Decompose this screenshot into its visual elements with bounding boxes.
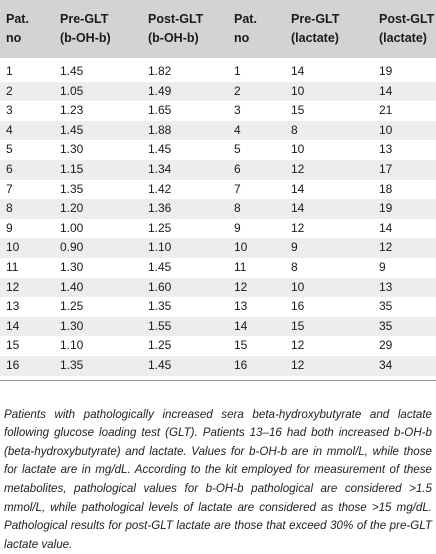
cell-patient-no-2: 12: [234, 279, 248, 294]
cell-patient-no: 4: [6, 122, 13, 137]
header-line: no: [6, 31, 22, 45]
cell-pre-glt-bohb: 1.10: [60, 338, 84, 353]
cell-pre-glt-bohb: 1.45: [60, 64, 84, 78]
cell-pre-glt-lactate: 12: [291, 358, 305, 372]
header-line: no: [234, 31, 250, 45]
header-line: Pre-GLT: [60, 12, 109, 26]
cell-post-glt-bohb: 1.65: [148, 103, 172, 118]
header-pre-glt-bohb: [60, 10, 111, 48]
cell-post-glt-bohb: 1.42: [148, 181, 172, 196]
cell-patient-no-2: 7: [234, 181, 241, 196]
header-post-glt-lactate: [379, 10, 434, 48]
header-patient-no: [6, 10, 29, 48]
cell-pre-glt-lactate: 12: [291, 220, 305, 235]
cell-patient-no: 2: [6, 83, 13, 98]
cell-post-glt-bohb: 1.25: [148, 220, 172, 235]
cell-post-glt-bohb: 1.55: [148, 318, 172, 333]
cell-pre-glt-lactate: 16: [291, 299, 305, 314]
cell-post-glt-bohb: 1.34: [148, 162, 172, 176]
table-row: [0, 180, 436, 200]
cell-post-glt-bohb: 1.45: [148, 358, 172, 372]
cell-post-glt-lactate: 13: [379, 142, 393, 157]
table-row: [0, 160, 436, 180]
cell-pre-glt-lactate: 15: [291, 103, 305, 118]
cell-pre-glt-bohb: 1.05: [60, 83, 84, 98]
cell-pre-glt-bohb: 1.35: [60, 181, 84, 196]
cell-pre-glt-lactate: 14: [291, 181, 305, 196]
cell-post-glt-bohb: 1.45: [148, 260, 172, 274]
cell-pre-glt-bohb: 1.45: [60, 122, 84, 137]
cell-pre-glt-bohb: 0.90: [60, 240, 84, 255]
header-post-glt-bohb: [148, 10, 203, 48]
cell-post-glt-bohb: 1.82: [148, 64, 172, 78]
table-body: [0, 58, 436, 380]
cell-post-glt-lactate: 17: [379, 162, 393, 176]
cell-patient-no: 15: [6, 338, 20, 353]
cell-post-glt-lactate: 34: [379, 358, 393, 372]
cell-patient-no: 16: [6, 358, 20, 372]
cell-patient-no-2: 6: [234, 162, 241, 176]
cell-pre-glt-lactate: 8: [291, 260, 298, 274]
cell-patient-no-2: 16: [234, 358, 248, 372]
cell-post-glt-bohb: 1.25: [148, 338, 172, 353]
cell-post-glt-lactate: 14: [379, 83, 393, 98]
cell-pre-glt-lactate: 10: [291, 83, 305, 98]
cell-patient-no-2: 3: [234, 103, 241, 118]
cell-post-glt-lactate: 18: [379, 181, 393, 196]
table-row: [0, 297, 436, 317]
cell-patient-no: 6: [6, 162, 13, 176]
cell-patient-no-2: 5: [234, 142, 241, 157]
table-row: [0, 82, 436, 102]
cell-post-glt-lactate: 35: [379, 299, 393, 314]
cell-pre-glt-lactate: 12: [291, 338, 305, 353]
cell-patient-no: 14: [6, 318, 20, 333]
cell-pre-glt-bohb: 1.40: [60, 279, 84, 294]
table-row: [0, 62, 436, 82]
table-row: [0, 278, 436, 298]
cell-post-glt-bohb: 1.45: [148, 142, 172, 157]
cell-post-glt-lactate: 19: [379, 64, 393, 78]
cell-patient-no-2: 8: [234, 201, 241, 216]
cell-patient-no: 7: [6, 181, 13, 196]
cell-patient-no-2: 1: [234, 64, 241, 78]
cell-patient-no: 9: [6, 220, 13, 235]
table-row: [0, 238, 436, 258]
cell-pre-glt-lactate: 14: [291, 201, 305, 216]
header-patient-no-2: [234, 10, 257, 48]
header-line: Post-GLT: [379, 12, 435, 26]
cell-patient-no: 3: [6, 103, 13, 118]
cell-post-glt-bohb: 1.60: [148, 279, 172, 294]
cell-patient-no-2: 2: [234, 83, 241, 98]
cell-patient-no-2: 11: [234, 260, 247, 274]
table-row: [0, 121, 436, 141]
header-line: Post-GLT: [148, 12, 204, 26]
cell-pre-glt-bohb: 1.20: [60, 201, 84, 216]
cell-post-glt-bohb: 1.88: [148, 122, 172, 137]
cell-pre-glt-bohb: 1.00: [60, 220, 84, 235]
cell-patient-no: 12: [6, 279, 20, 294]
table-row: [0, 317, 436, 337]
cell-post-glt-bohb: 1.49: [148, 83, 172, 98]
cell-pre-glt-bohb: 1.23: [60, 103, 84, 118]
cell-post-glt-lactate: 10: [379, 122, 393, 137]
header-line: (lactate): [291, 31, 339, 45]
cell-patient-no: 13: [6, 299, 20, 314]
cell-post-glt-lactate: 19: [379, 201, 393, 216]
cell-pre-glt-lactate: 8: [291, 122, 298, 137]
cell-pre-glt-lactate: 10: [291, 142, 305, 157]
cell-post-glt-lactate: 29: [379, 338, 393, 353]
cell-post-glt-lactate: 14: [379, 220, 393, 235]
cell-post-glt-bohb: 1.35: [148, 299, 172, 314]
table-row: [0, 336, 436, 356]
table-row: [0, 219, 436, 239]
cell-patient-no-2: 4: [234, 122, 241, 137]
cell-patient-no-2: 10: [234, 240, 248, 255]
header-line: Pat.: [234, 12, 257, 26]
header-line: (b-OH-b): [148, 31, 199, 45]
table-row: [0, 140, 436, 160]
cell-post-glt-lactate: 9: [379, 260, 386, 274]
cell-pre-glt-lactate: 15: [291, 318, 305, 333]
header-line: (b-OH-b): [60, 31, 111, 45]
cell-post-glt-lactate: 12: [379, 240, 393, 255]
cell-pre-glt-bohb: 1.30: [60, 318, 84, 333]
cell-patient-no: 11: [6, 260, 19, 274]
table-row: [0, 356, 436, 376]
cell-pre-glt-bohb: 1.35: [60, 358, 84, 372]
cell-patient-no: 8: [6, 201, 13, 216]
table-bottom-rule: [0, 380, 436, 381]
header-line: Pre-GLT: [291, 12, 340, 26]
cell-post-glt-bohb: 1.10: [148, 240, 172, 255]
cell-pre-glt-lactate: 9: [291, 240, 298, 255]
cell-pre-glt-lactate: 12: [291, 162, 305, 176]
cell-patient-no: 5: [6, 142, 13, 157]
cell-patient-no-2: 14: [234, 318, 248, 333]
cell-pre-glt-lactate: 14: [291, 64, 305, 78]
header-line: Pat.: [6, 12, 29, 26]
cell-patient-no-2: 9: [234, 220, 241, 235]
table-row: [0, 258, 436, 278]
cell-pre-glt-bohb: 1.25: [60, 299, 84, 314]
table-footnote: Patients with pathologically increased sera beta-hydroxybutyrate and lactate following glucose loading test (GLT). Patients 13–16 had both increased b-OH-b (beta-hydroxybutyrate) and lactate. Values for b-OH-b are in mmol/L, while those for lactate are in mg/dL. According to the kit employed for measurement of these metabolites, pathological values for b-OH-b pathological are considered >1.5 mmol/L, while pathological levels of lactate are considered as those >15 mg/dL. Pathological results for post-GLT lactate are those that exceed 30% of the pre-GLT lactate value.: [4, 407, 432, 551]
header-line: (lactate): [379, 31, 427, 45]
cell-post-glt-bohb: 1.36: [148, 201, 172, 216]
cell-pre-glt-bohb: 1.30: [60, 142, 84, 157]
table-row: [0, 101, 436, 121]
cell-pre-glt-bohb: 1.30: [60, 260, 84, 274]
cell-post-glt-lactate: 13: [379, 279, 393, 294]
cell-post-glt-lactate: 35: [379, 318, 393, 333]
table-row: [0, 199, 436, 219]
cell-patient-no: 10: [6, 240, 20, 255]
cell-pre-glt-bohb: 1.15: [60, 162, 84, 176]
cell-patient-no-2: 13: [234, 299, 248, 314]
table-header: [0, 0, 436, 58]
cell-post-glt-lactate: 21: [379, 103, 393, 118]
cell-patient-no: 1: [6, 64, 13, 78]
cell-patient-no-2: 15: [234, 338, 248, 353]
cell-pre-glt-lactate: 10: [291, 279, 305, 294]
header-pre-glt-lactate: [291, 10, 339, 48]
